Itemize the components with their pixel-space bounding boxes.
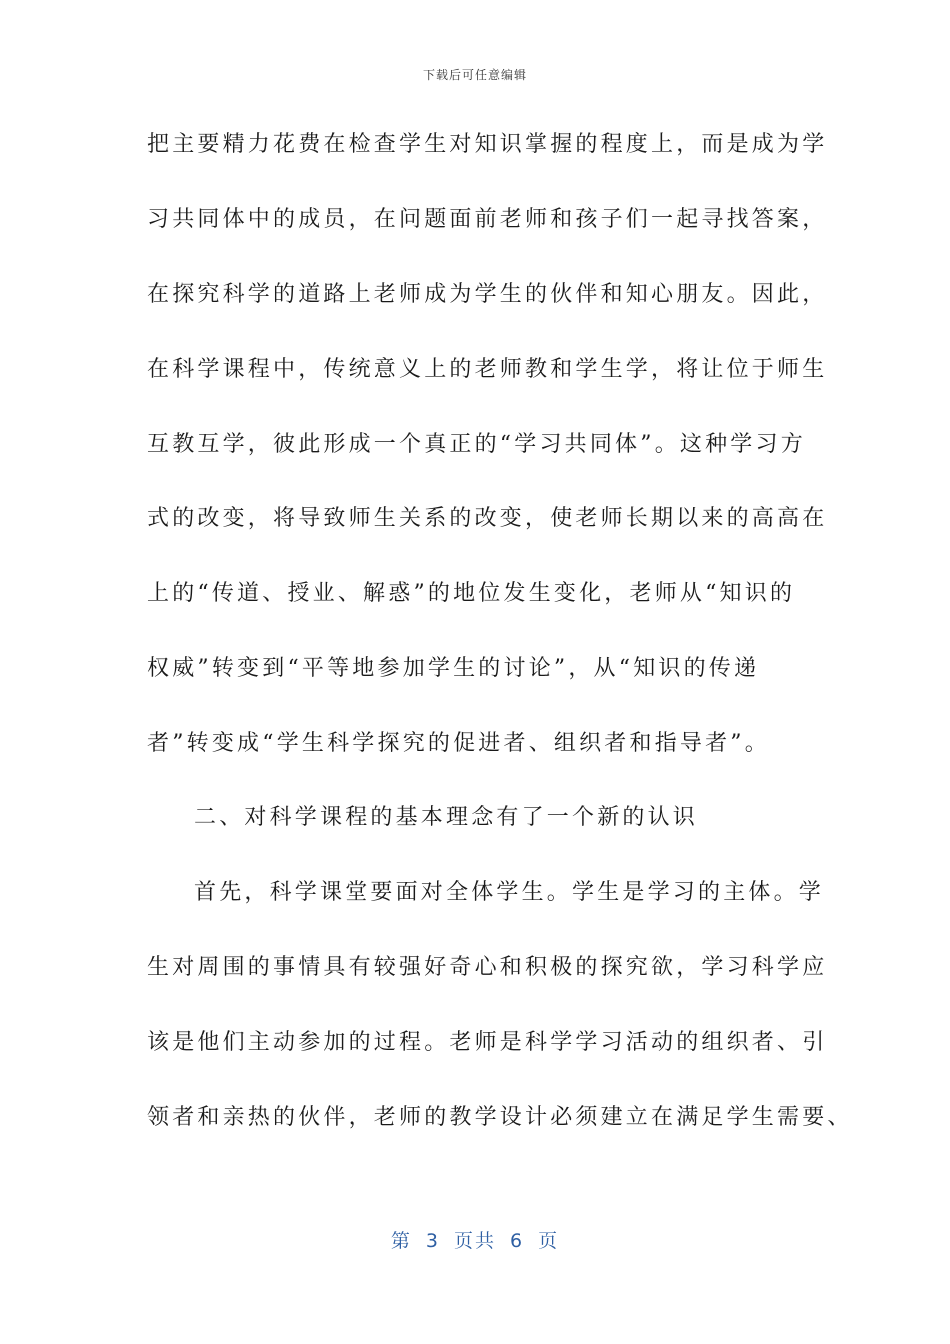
paragraph-first-line: 首先，科学课堂要面对全体学生。学生是学习的主体。学 xyxy=(194,880,825,905)
body-line: 互教互学，彼此形成一个真正的“学习共同体”。这种学习方 xyxy=(147,432,806,457)
body-line: 生对周围的事情具有较强好奇心和积极的探究欲，学习科学应 xyxy=(147,955,828,980)
body-line: 把主要精力花费在检查学生对知识掌握的程度上，而是成为学 xyxy=(147,132,828,157)
body-line: 在科学课程中，传统意义上的老师教和学生学，将让位于师生 xyxy=(147,357,828,382)
body-line: 领者和亲热的伙伴，老师的教学设计必须建立在满足学生需要、 xyxy=(147,1105,853,1130)
section-heading: 二、对科学课程的基本理念有了一个新的认识 xyxy=(194,805,699,830)
body-line: 习共同体中的成员，在问题面前老师和孩子们一起寻找答案， xyxy=(147,207,828,232)
body-line: 该是他们主动参加的过程。老师是科学学习活动的组织者、引 xyxy=(147,1030,828,1055)
page-footer xyxy=(0,1226,950,1253)
total-pages-number: 6 xyxy=(510,1230,525,1252)
body-line: 者”转变成“学生科学探究的促进者、组织者和指导者”。 xyxy=(147,731,770,756)
body-line: 上的“传道、授业、解惑”的地位发生变化，老师从“知识的 xyxy=(147,581,796,606)
body-line: 权威”转变到“平等地参加学生的讨论”，从“知识的传递 xyxy=(147,656,760,681)
current-page-number: 3 xyxy=(425,1230,440,1252)
footer-suffix: 页 xyxy=(538,1230,560,1252)
footer-prefix: 第 xyxy=(390,1230,412,1252)
page-header: 下载后可任意编辑 xyxy=(422,68,527,82)
body-line: 式的改变，将导致师生关系的改变，使老师长期以来的高高在 xyxy=(147,506,828,531)
footer-middle: 页共 xyxy=(453,1230,496,1252)
body-line: 在探究科学的道路上老师成为学生的伙伴和知心朋友。因此， xyxy=(147,282,828,307)
